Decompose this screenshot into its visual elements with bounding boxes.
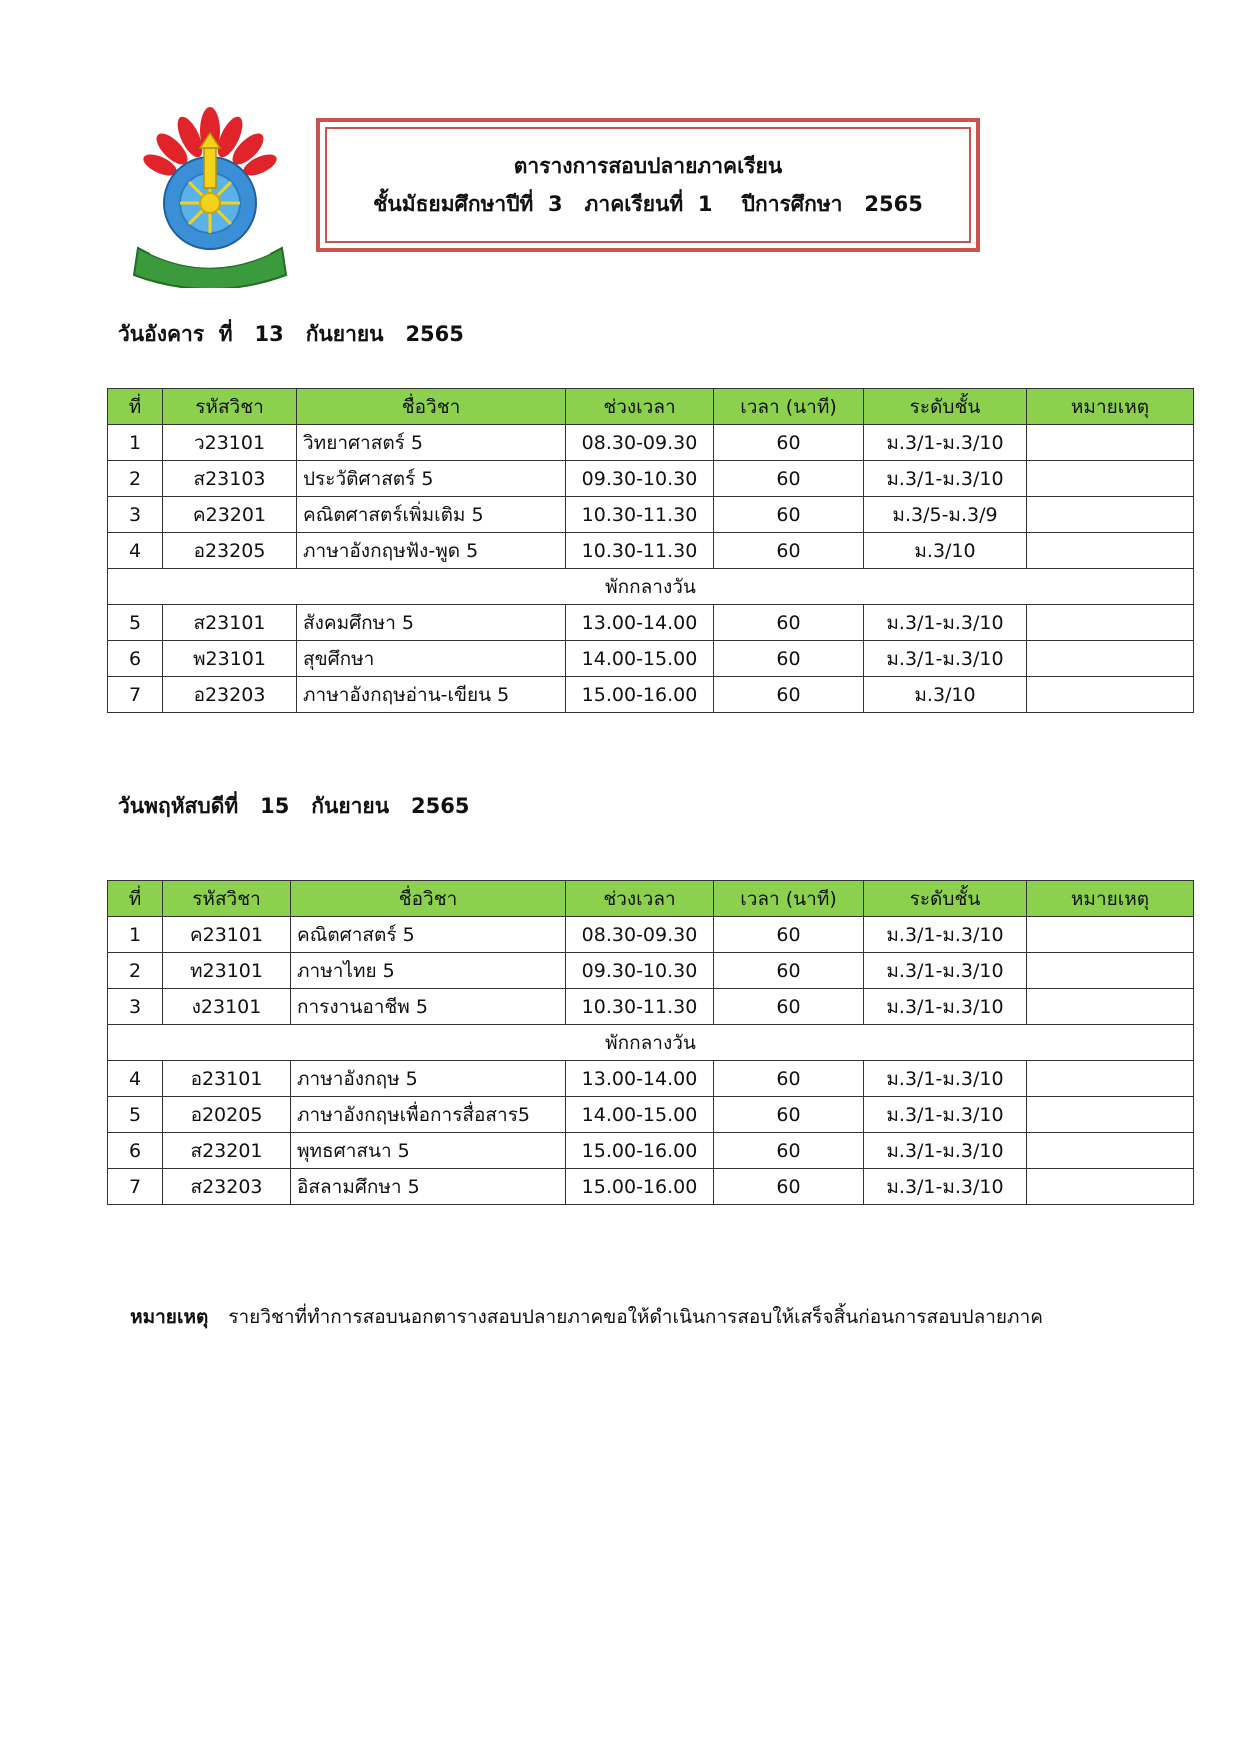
- cell-minutes: 60: [714, 641, 864, 677]
- cell-note: [1027, 461, 1194, 497]
- document-title: ตารางการสอบปลายภาคเรียน: [513, 154, 783, 178]
- col-header-level: ระดับชั้น: [864, 881, 1027, 917]
- table-row: [108, 425, 1194, 461]
- cell-minutes: 60: [714, 1061, 864, 1097]
- cell-code: ส23101: [163, 605, 297, 641]
- table-row: [108, 917, 1194, 953]
- cell-level: ม.3/1-ม.3/10: [864, 1061, 1027, 1097]
- cell-no: 5: [108, 1097, 163, 1133]
- cell-level: ม.3/1-ม.3/10: [864, 1133, 1027, 1169]
- cell-name: อิสลามศึกษา 5: [291, 1169, 566, 1205]
- cell-code: พ23101: [163, 641, 297, 677]
- cell-time: 14.00-15.00: [566, 641, 714, 677]
- col-header-minutes: เวลา (นาที): [714, 881, 864, 917]
- col-header-time: ช่วงเวลา: [566, 881, 714, 917]
- cell-note: [1027, 1169, 1194, 1205]
- cell-code: ท23101: [163, 953, 291, 989]
- cell-no: 6: [108, 1133, 163, 1169]
- cell-no: 5: [108, 605, 163, 641]
- cell-time: 09.30-10.30: [566, 461, 714, 497]
- document-subtitle: ชั้นมัธยมศึกษาปีที่ 3 ภาคเรียนที่ 1 ปีการศึกษา 2565: [373, 192, 923, 216]
- cell-level: ม.3/5-ม.3/9: [864, 497, 1027, 533]
- cell-minutes: 60: [714, 953, 864, 989]
- cell-time: 14.00-15.00: [566, 1097, 714, 1133]
- day1-heading: วันอังคาร ที่ 13 กันยายน 2565: [118, 322, 464, 346]
- cell-level: ม.3/1-ม.3/10: [864, 1169, 1027, 1205]
- table-row: [108, 1169, 1194, 1205]
- cell-minutes: 60: [714, 497, 864, 533]
- cell-code: อ23101: [163, 1061, 291, 1097]
- col-header-code: รหัสวิชา: [163, 881, 291, 917]
- lunch-break-label: พักกลางวัน: [108, 1025, 1194, 1061]
- lunch-break-row: [108, 569, 1194, 605]
- day2-exam-table: [107, 880, 1194, 1205]
- col-header-name: ชื่อวิชา: [291, 881, 566, 917]
- cell-code: ส23201: [163, 1133, 291, 1169]
- cell-note: [1027, 1061, 1194, 1097]
- day1-exam-table: [107, 388, 1194, 713]
- cell-no: 1: [108, 425, 163, 461]
- cell-name: สุขศึกษา: [297, 641, 566, 677]
- cell-note: [1027, 425, 1194, 461]
- cell-level: ม.3/1-ม.3/10: [864, 989, 1027, 1025]
- school-logo: [130, 103, 290, 288]
- cell-minutes: 60: [714, 461, 864, 497]
- cell-name: สังคมศึกษา 5: [297, 605, 566, 641]
- cell-no: 7: [108, 677, 163, 713]
- table-header-row: [108, 881, 1194, 917]
- table-header-row: [108, 389, 1194, 425]
- cell-time: 15.00-16.00: [566, 1169, 714, 1205]
- cell-no: 1: [108, 917, 163, 953]
- cell-level: ม.3/1-ม.3/10: [864, 641, 1027, 677]
- col-header-name: ชื่อวิชา: [297, 389, 566, 425]
- cell-code: อ23203: [163, 677, 297, 713]
- cell-code: ว23101: [163, 425, 297, 461]
- cell-note: [1027, 605, 1194, 641]
- cell-level: ม.3/1-ม.3/10: [864, 917, 1027, 953]
- table-row: [108, 497, 1194, 533]
- table-row: [108, 953, 1194, 989]
- cell-minutes: 60: [714, 533, 864, 569]
- cell-code: ส23203: [163, 1169, 291, 1205]
- table-row: [108, 1061, 1194, 1097]
- table-row: [108, 1097, 1194, 1133]
- cell-time: 10.30-11.30: [566, 989, 714, 1025]
- table-row: [108, 677, 1194, 713]
- cell-level: ม.3/1-ม.3/10: [864, 425, 1027, 461]
- cell-no: 4: [108, 1061, 163, 1097]
- remark-label: หมายเหตุ: [130, 1306, 209, 1328]
- cell-no: 6: [108, 641, 163, 677]
- day2-rows: [108, 917, 1194, 1205]
- cell-time: 15.00-16.00: [566, 677, 714, 713]
- cell-minutes: 60: [714, 605, 864, 641]
- cell-no: 4: [108, 533, 163, 569]
- title-inner-frame: [325, 127, 971, 243]
- cell-minutes: 60: [714, 989, 864, 1025]
- table-row: [108, 989, 1194, 1025]
- cell-note: [1027, 1133, 1194, 1169]
- cell-minutes: 60: [714, 677, 864, 713]
- cell-name: ประวัติศาสตร์ 5: [297, 461, 566, 497]
- col-header-time: ช่วงเวลา: [566, 389, 714, 425]
- cell-code: อ20205: [163, 1097, 291, 1133]
- cell-note: [1027, 989, 1194, 1025]
- table-row: [108, 605, 1194, 641]
- cell-name: ภาษาไทย 5: [291, 953, 566, 989]
- cell-name: ภาษาอังกฤษเพื่อการสื่อสาร5: [291, 1097, 566, 1133]
- cell-name: ภาษาอังกฤษอ่าน-เขียน 5: [297, 677, 566, 713]
- title-box: [316, 118, 980, 252]
- remark-note: [118, 1280, 1043, 1332]
- cell-note: [1027, 677, 1194, 713]
- col-header-code: รหัสวิชา: [163, 389, 297, 425]
- cell-no: 7: [108, 1169, 163, 1205]
- table-row: [108, 641, 1194, 677]
- cell-name: พุทธศาสนา 5: [291, 1133, 566, 1169]
- cell-code: อ23205: [163, 533, 297, 569]
- table-row: [108, 1133, 1194, 1169]
- cell-name: วิทยาศาสตร์ 5: [297, 425, 566, 461]
- cell-name: คณิตศาสตร์เพิ่มเติม 5: [297, 497, 566, 533]
- table-row: [108, 533, 1194, 569]
- cell-note: [1027, 953, 1194, 989]
- cell-level: ม.3/1-ม.3/10: [864, 461, 1027, 497]
- cell-code: ค23201: [163, 497, 297, 533]
- cell-level: ม.3/1-ม.3/10: [864, 953, 1027, 989]
- cell-level: ม.3/10: [864, 533, 1027, 569]
- cell-time: 10.30-11.30: [566, 497, 714, 533]
- school-emblem-icon: [130, 103, 290, 288]
- cell-minutes: 60: [714, 1133, 864, 1169]
- col-header-minutes: เวลา (นาที): [714, 389, 864, 425]
- cell-minutes: 60: [714, 1097, 864, 1133]
- cell-minutes: 60: [714, 917, 864, 953]
- cell-time: 13.00-14.00: [566, 1061, 714, 1097]
- cell-note: [1027, 641, 1194, 677]
- cell-level: ม.3/10: [864, 677, 1027, 713]
- cell-minutes: 60: [714, 425, 864, 461]
- day1-rows: [108, 425, 1194, 713]
- lunch-break-label: พักกลางวัน: [108, 569, 1194, 605]
- col-header-no: ที่: [108, 881, 163, 917]
- cell-time: 13.00-14.00: [566, 605, 714, 641]
- cell-no: 3: [108, 497, 163, 533]
- col-header-note: หมายเหตุ: [1027, 881, 1194, 917]
- cell-name: คณิตศาสตร์ 5: [291, 917, 566, 953]
- cell-name: ภาษาอังกฤษ 5: [291, 1061, 566, 1097]
- cell-code: ส23103: [163, 461, 297, 497]
- table-row: [108, 461, 1194, 497]
- cell-note: [1027, 497, 1194, 533]
- cell-no: 2: [108, 461, 163, 497]
- cell-note: [1027, 917, 1194, 953]
- cell-level: ม.3/1-ม.3/10: [864, 605, 1027, 641]
- cell-time: 08.30-09.30: [566, 917, 714, 953]
- cell-level: ม.3/1-ม.3/10: [864, 1097, 1027, 1133]
- remark-text: รายวิชาที่ทำการสอบนอกตารางสอบปลายภาคขอให้ดำเนินการสอบให้เสร็จสิ้นก่อนการสอบปลายภาค: [228, 1306, 1043, 1328]
- cell-time: 08.30-09.30: [566, 425, 714, 461]
- cell-minutes: 60: [714, 1169, 864, 1205]
- cell-name: ภาษาอังกฤษฟัง-พูด 5: [297, 533, 566, 569]
- cell-code: ง23101: [163, 989, 291, 1025]
- col-header-no: ที่: [108, 389, 163, 425]
- cell-no: 2: [108, 953, 163, 989]
- cell-name: การงานอาชีพ 5: [291, 989, 566, 1025]
- cell-note: [1027, 533, 1194, 569]
- cell-code: ค23101: [163, 917, 291, 953]
- cell-time: 10.30-11.30: [566, 533, 714, 569]
- cell-no: 3: [108, 989, 163, 1025]
- col-header-note: หมายเหตุ: [1027, 389, 1194, 425]
- col-header-level: ระดับชั้น: [864, 389, 1027, 425]
- cell-time: 15.00-16.00: [566, 1133, 714, 1169]
- lunch-break-row: [108, 1025, 1194, 1061]
- cell-note: [1027, 1097, 1194, 1133]
- day2-heading: วันพฤหัสบดีที่ 15 กันยายน 2565: [118, 794, 470, 818]
- cell-time: 09.30-10.30: [566, 953, 714, 989]
